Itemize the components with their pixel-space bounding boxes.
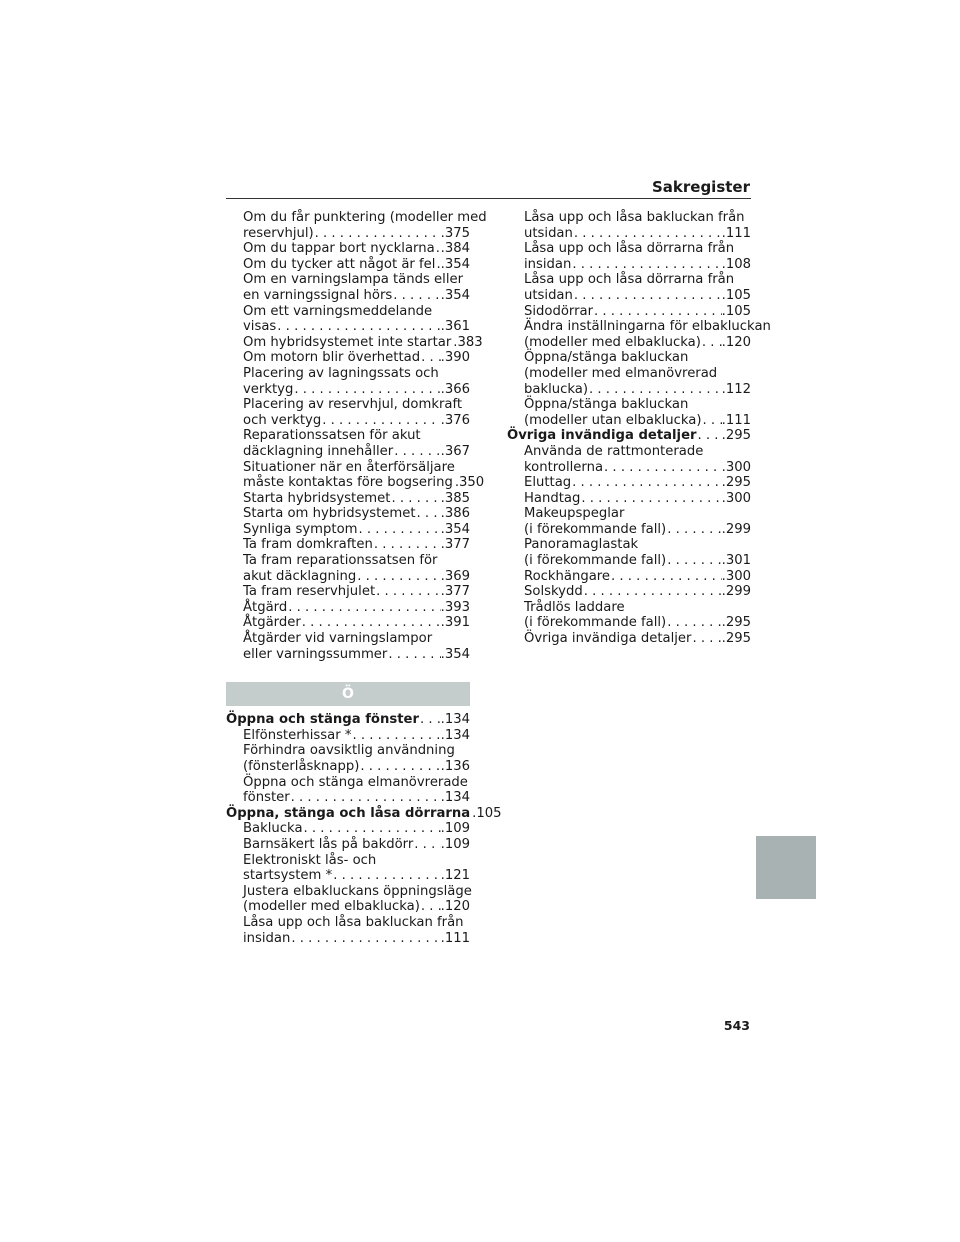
index-page-ref: .295	[721, 475, 751, 491]
dot-leader	[571, 257, 721, 273]
dot-leader	[356, 569, 440, 585]
dot-leader	[573, 226, 722, 242]
index-entry	[226, 584, 470, 600]
index-entry	[226, 506, 470, 522]
index-entry	[226, 728, 470, 744]
index-entry	[226, 241, 470, 257]
index-entry	[226, 553, 470, 584]
dot-leader	[701, 335, 722, 351]
index-entry	[507, 210, 751, 241]
dot-leader	[666, 522, 721, 538]
dot-leader	[276, 319, 440, 335]
index-entry-text: Övriga invändiga detaljer	[507, 428, 697, 444]
index-entry-text: Öppna och stänga elmanövrerade	[243, 774, 468, 790]
index-entry-text: måste kontaktas före bogsering	[243, 475, 453, 491]
index-entry	[507, 444, 751, 475]
index-page-ref: .108	[721, 256, 751, 272]
index-entry-text: Barnsäkert lås på bakdörr	[243, 836, 414, 852]
dot-leader	[610, 569, 722, 585]
index-entry-text: (i förekommande fall)	[524, 615, 667, 631]
dot-leader	[393, 444, 440, 460]
entries-right	[507, 210, 771, 647]
index-entry-text: startsystem *	[243, 868, 333, 884]
index-entry-text: (modeller utan elbaklucka)	[524, 412, 702, 428]
index-entry-text: Åtgärder vid varningslampor	[243, 631, 433, 647]
index-entry-text: Om du tappar bort nycklarna	[243, 241, 435, 257]
index-entry-text: Trådlös laddare	[524, 599, 625, 615]
index-entry-text: Starta om hybridsystemet	[243, 506, 416, 522]
index-entry-text: Om hybridsystemet inte startar	[243, 334, 452, 350]
index-entry-text: (fönsterlåsknapp)	[243, 759, 360, 774]
index-entry-text: och verktyg	[243, 412, 322, 428]
index-page-ref: .354	[440, 521, 470, 537]
index-entry	[507, 272, 751, 303]
index-entry	[226, 334, 483, 351]
index-page-ref: .111	[440, 930, 470, 946]
entries-bottom	[226, 712, 502, 946]
dot-leader	[691, 631, 721, 647]
index-page-ref: .393	[440, 599, 470, 615]
index-entry-text: kontrollerna	[524, 459, 604, 475]
dot-leader	[416, 506, 441, 522]
index-page-ref: .112	[721, 381, 751, 397]
dot-leader	[593, 304, 722, 320]
index-page-ref: .300	[721, 490, 751, 506]
index-entry-text: Åtgärd	[243, 599, 288, 615]
dot-leader	[392, 288, 440, 304]
index-entry	[226, 522, 470, 538]
index-entry-text: baklucka)	[524, 381, 588, 397]
index-entry	[507, 569, 751, 585]
page-header-title: Sakregister	[651, 178, 750, 196]
index-page-ref: .390	[440, 350, 470, 366]
dot-leader	[387, 647, 440, 663]
index-entry	[507, 506, 751, 537]
index-entry-text: Sidodörrar	[524, 303, 594, 319]
index-entry	[507, 475, 751, 491]
index-page-ref: .377	[440, 584, 470, 600]
index-entry-text: Eluttag	[524, 475, 572, 491]
index-entry-text: Handtag	[524, 490, 581, 506]
index-page-ref: .301	[721, 553, 751, 569]
dot-leader	[571, 475, 721, 491]
dot-leader	[375, 584, 441, 600]
dot-leader	[697, 428, 722, 444]
index-entry-text: (i förekommande fall)	[524, 521, 667, 537]
index-entry-text: (modeller med elbaklucka)	[524, 334, 701, 350]
index-entry-text: Rockhängare	[524, 568, 611, 584]
index-entry-text: Elfönsterhissar *	[243, 727, 352, 743]
index-page-ref: .300	[721, 568, 751, 584]
dot-leader	[580, 491, 721, 507]
dot-leader	[603, 460, 722, 476]
dot-leader	[413, 837, 440, 853]
index-entry-text: Öppna/stänga bakluckan	[524, 350, 689, 366]
index-page-ref: .377	[440, 537, 470, 553]
index-entry-text: Starta hybridsystemet	[243, 490, 391, 506]
dot-leader	[357, 522, 440, 538]
index-entry-text: insidan	[524, 256, 572, 272]
index-entry-text: Om du tycker att något är fel	[243, 256, 436, 272]
index-page-ref: .366	[440, 381, 470, 397]
index-entry	[226, 884, 470, 915]
index-entry-text: Öppna/stänga bakluckan	[524, 397, 689, 413]
index-entry-text: Solskydd	[524, 584, 583, 600]
index-entry-text: Om motorn blir överhettad	[243, 350, 421, 366]
index-entry-text: (modeller med elbaklucka)	[243, 899, 420, 915]
index-entry-text: reservhjul)	[243, 225, 314, 241]
index-page-ref: .136	[440, 759, 470, 774]
index-entry-text: Ändra inställningarna för elbakluckan	[524, 319, 771, 335]
dot-leader	[573, 288, 722, 304]
index-entry	[226, 397, 470, 428]
index-page-ref: .367	[440, 443, 470, 459]
index-entry	[226, 712, 470, 728]
dot-leader	[301, 615, 441, 631]
dot-leader	[390, 491, 440, 507]
page-number: 543	[723, 1018, 750, 1033]
index-entry-text: verktyg	[243, 381, 294, 397]
dot-leader	[420, 899, 441, 915]
index-entry	[507, 600, 751, 631]
index-entry-text: Ta fram reparationssatsen för	[243, 553, 438, 569]
index-entry	[226, 459, 485, 491]
section-letter-bar: Ö	[226, 682, 470, 706]
index-entry	[507, 397, 751, 428]
index-page-ref: .295	[721, 615, 751, 631]
index-page-ref: .383	[453, 334, 483, 350]
index-entry-text: Synliga symptom	[243, 521, 358, 537]
dot-leader	[351, 728, 440, 744]
index-entry-text: Elektroniskt lås- och	[243, 852, 377, 868]
dot-leader	[666, 615, 721, 631]
index-entry-text: däcklagning innehåller	[243, 443, 394, 459]
index-entry	[226, 805, 502, 822]
index-entry	[226, 537, 470, 553]
index-entry	[226, 366, 470, 397]
index-entry	[507, 491, 751, 507]
index-entry-text: en varningssignal hörs	[243, 287, 393, 303]
index-entry-text: (modeller med elmanövrerad	[524, 365, 718, 381]
index-entry-text: Om ett varningsmeddelande	[243, 303, 433, 319]
index-entry-text: Om en varningslampa tänds eller	[243, 272, 464, 288]
index-page-ref: .299	[721, 584, 751, 600]
index-entry	[226, 615, 470, 631]
index-entry-text: eller varningssummer	[243, 646, 388, 662]
index-page-ref: .369	[440, 568, 470, 584]
dot-leader	[702, 413, 722, 429]
index-entry-text: (i förekommande fall)	[524, 553, 667, 569]
index-page-ref: .386	[440, 506, 470, 522]
index-entry-text: Situationer när en återförsäljare	[243, 459, 455, 475]
dot-leader	[290, 931, 440, 947]
dot-leader	[314, 226, 441, 242]
index-entry	[226, 853, 470, 884]
index-entry	[507, 304, 751, 320]
index-entry-text: Använda de rattmonterade	[524, 443, 704, 459]
index-page-ref: .300	[721, 459, 751, 475]
chapter-side-tab	[756, 836, 816, 899]
index-entry	[226, 775, 470, 806]
index-page-ref: .375	[440, 225, 470, 241]
index-entry	[507, 537, 751, 568]
index-entry	[226, 821, 470, 837]
dot-leader	[583, 584, 722, 600]
index-page-ref: .109	[440, 821, 470, 837]
index-entry	[226, 631, 470, 662]
index-page-ref: .354	[440, 646, 470, 662]
index-page-ref: .120	[721, 334, 751, 350]
index-entry-text: akut däcklagning	[243, 568, 357, 584]
index-page-ref: .105	[721, 287, 751, 303]
dot-leader	[290, 790, 441, 806]
index-entry-text: Reparationssatsen för akut	[243, 428, 421, 444]
index-entry	[507, 241, 751, 272]
index-entry	[226, 304, 470, 335]
dot-leader	[293, 382, 440, 398]
index-entry	[226, 210, 487, 241]
index-page-ref: .134	[440, 712, 470, 728]
index-entry-text: Övriga invändiga detaljer	[524, 631, 692, 647]
index-entry-text: Öppna och stänga fönster	[226, 712, 419, 728]
index-page-ref: .111	[721, 225, 751, 241]
index-page-ref: .385	[440, 490, 470, 506]
header-divider	[226, 198, 751, 199]
index-page-ref: .295	[721, 631, 751, 647]
index-page-ref: .111	[721, 412, 751, 428]
index-page-ref: .105	[721, 303, 751, 319]
index-entry	[226, 837, 470, 853]
index-entry	[226, 743, 470, 774]
index-entry	[226, 272, 470, 303]
index-entry-text: utsidan	[524, 225, 573, 241]
dot-leader	[420, 350, 441, 366]
index-page-ref: .299	[721, 521, 751, 537]
index-page-ref: .295	[721, 428, 751, 444]
entries-top	[226, 210, 487, 662]
index-entry-text: Justera elbakluckans öppningsläge	[243, 883, 472, 899]
dot-leader	[359, 759, 440, 775]
index-entry	[507, 584, 751, 600]
index-page-ref: .105	[472, 805, 502, 821]
dot-leader	[373, 537, 441, 553]
index-entry-text: Placering av reservhjul, domkraft	[243, 397, 463, 413]
index-entry-text: Ta fram reservhjulet	[243, 584, 376, 600]
dot-leader	[332, 868, 440, 884]
index-entry	[226, 350, 470, 366]
index-entry-text: Om du får punktering (modeller med	[243, 210, 487, 225]
index-entry-text: Förhindra oavsiktlig användning	[243, 743, 455, 759]
index-page-ref: .134	[440, 727, 470, 743]
index-column-right	[507, 210, 771, 647]
index-entry-text: Panoramaglastak	[524, 537, 639, 553]
index-page-ref: .376	[440, 412, 470, 428]
index-page-ref: .354	[440, 256, 470, 272]
index-page-ref: .121	[440, 868, 470, 884]
dot-leader	[303, 821, 441, 837]
index-entry	[226, 915, 470, 946]
index-entry	[226, 600, 470, 616]
index-column-left	[226, 210, 502, 946]
index-entry-text: Makeupspeglar	[524, 506, 625, 522]
index-entry-text: insidan	[243, 930, 291, 946]
index-entry-text: Låsa upp och låsa bakluckan från	[524, 210, 745, 225]
index-entry-text: Baklucka	[243, 821, 303, 837]
index-entry-text: Åtgärder	[243, 615, 301, 631]
index-entry-text: Placering av lagningssats och	[243, 365, 439, 381]
index-entry-text: Låsa upp och låsa dörrarna från	[524, 241, 735, 257]
index-page-ref: .134	[440, 790, 470, 806]
dot-leader	[588, 382, 722, 398]
dot-leader	[287, 600, 440, 616]
index-page-ref: .384	[440, 241, 470, 257]
index-entry	[507, 428, 751, 444]
index-entry-text: Låsa upp och låsa dörrarna från	[524, 272, 735, 288]
dot-leader	[321, 413, 440, 429]
index-entry-text: visas	[243, 319, 277, 335]
index-page-ref: .354	[440, 287, 470, 303]
index-page-ref: .120	[440, 899, 470, 915]
index-entry	[226, 257, 470, 273]
dot-leader	[666, 553, 721, 569]
index-entry	[507, 319, 771, 350]
index-entry-text: Ta fram domkraften	[243, 537, 373, 553]
index-entry-text: Låsa upp och låsa bakluckan från	[243, 914, 464, 930]
index-entry-text: utsidan	[524, 287, 573, 303]
index-entry	[226, 491, 470, 507]
index-entry	[226, 428, 470, 459]
index-entry	[507, 631, 751, 647]
index-entry-text: Öppna, stänga och låsa dörrarna	[226, 805, 471, 821]
index-entry	[507, 350, 751, 397]
index-page-ref: .109	[440, 836, 470, 852]
index-page-ref: .350	[454, 475, 485, 491]
index-page-ref: .391	[440, 615, 470, 631]
dot-leader	[419, 712, 441, 728]
index-page-ref: .361	[440, 319, 470, 335]
index-entry-text: fönster	[243, 790, 290, 806]
